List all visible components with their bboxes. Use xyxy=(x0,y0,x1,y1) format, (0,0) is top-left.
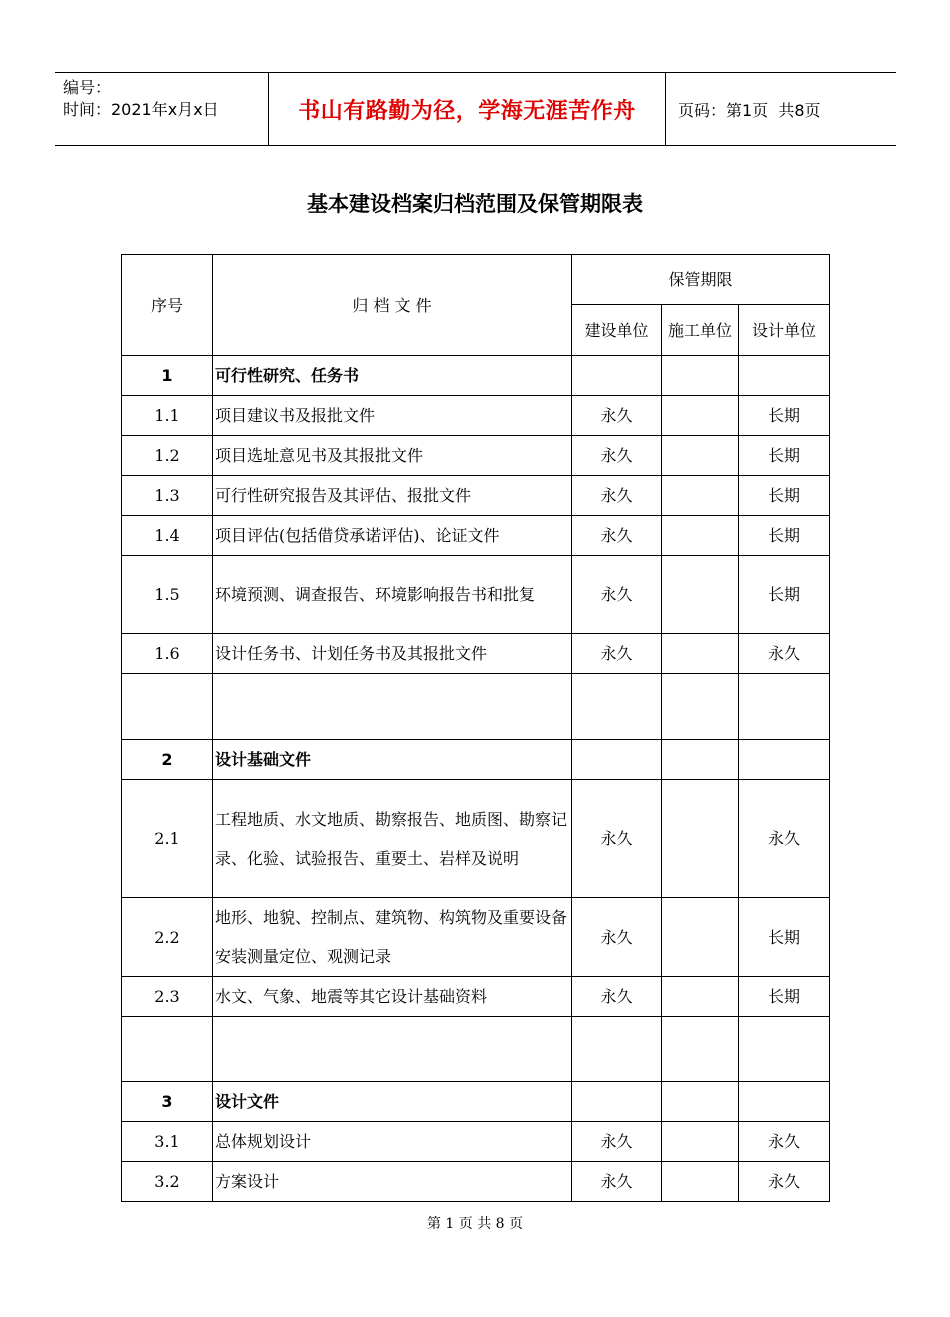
row-construct-period xyxy=(662,556,739,634)
header-file: 归 档 文 件 xyxy=(213,255,572,356)
row-file: 项目选址意见书及其报批文件 xyxy=(213,436,572,476)
table-row xyxy=(122,1162,830,1202)
row-file: 工程地质、水文地质、勘察报告、地质图、勘察记录、化验、试验报告、重要土、岩样及说明 xyxy=(213,780,572,898)
document-title: 基本建设档案归档范围及保管期限表 xyxy=(307,192,643,216)
row-construct-period xyxy=(662,977,739,1017)
document-number: 编号： xyxy=(63,78,112,97)
row-seq: 1.5 xyxy=(122,556,213,634)
row-build-period: 永久 xyxy=(572,977,662,1017)
row-construct-period xyxy=(662,1082,739,1122)
table-row xyxy=(122,396,830,436)
table-row xyxy=(122,634,830,674)
header-page-number xyxy=(666,73,896,145)
row-seq: 3.1 xyxy=(122,1122,213,1162)
row-file: 项目建议书及报批文件 xyxy=(213,396,572,436)
row-construct-period xyxy=(662,634,739,674)
section-row xyxy=(122,740,830,780)
row-build-period: 永久 xyxy=(572,396,662,436)
row-build-period: 永久 xyxy=(572,898,662,977)
row-construct-period xyxy=(662,780,739,898)
row-build-period xyxy=(572,1017,662,1082)
header-period: 保管期限 xyxy=(572,255,830,305)
row-construct-period xyxy=(662,1017,739,1082)
row-build-period: 永久 xyxy=(572,1122,662,1162)
row-seq: 2.3 xyxy=(122,977,213,1017)
archive-retention-table xyxy=(121,254,830,1202)
row-file: 设计基础文件 xyxy=(213,740,572,780)
row-seq: 3.2 xyxy=(122,1162,213,1202)
row-seq xyxy=(122,1017,213,1082)
row-build-period: 永久 xyxy=(572,436,662,476)
row-seq xyxy=(122,674,213,740)
row-seq: 1.4 xyxy=(122,516,213,556)
row-file: 环境预测、调查报告、环境影响报告书和批复 xyxy=(213,556,572,634)
row-file: 项目评估(包括借贷承诺评估)、论证文件 xyxy=(213,516,572,556)
row-construct-period xyxy=(662,674,739,740)
section-row xyxy=(122,1082,830,1122)
row-build-period: 永久 xyxy=(572,780,662,898)
table-row xyxy=(122,516,830,556)
row-build-period: 永久 xyxy=(572,556,662,634)
row-design-period: 长期 xyxy=(739,436,830,476)
row-design-period: 长期 xyxy=(739,396,830,436)
row-build-period: 永久 xyxy=(572,516,662,556)
row-file xyxy=(213,1017,572,1082)
row-construct-period xyxy=(662,476,739,516)
row-design-period: 长期 xyxy=(739,556,830,634)
table-row xyxy=(122,556,830,634)
row-design-period: 长期 xyxy=(739,898,830,977)
row-seq: 1.3 xyxy=(122,476,213,516)
row-build-period xyxy=(572,356,662,396)
row-file: 地形、地貌、控制点、建筑物、构筑物及重要设备安装测量定位、观测记录 xyxy=(213,898,572,977)
row-design-period xyxy=(739,1017,830,1082)
row-design-period: 永久 xyxy=(739,1162,830,1202)
header-construct-unit: 施工单位 xyxy=(662,305,739,356)
row-design-period: 永久 xyxy=(739,1122,830,1162)
row-design-period xyxy=(739,674,830,740)
row-build-period xyxy=(572,740,662,780)
row-file: 水文、气象、地震等其它设计基础资料 xyxy=(213,977,572,1017)
row-design-period: 长期 xyxy=(739,977,830,1017)
page-number-text: 页码：第1页 共8页 xyxy=(678,100,821,120)
row-file: 设计任务书、计划任务书及其报批文件 xyxy=(213,634,572,674)
header-seq: 序号 xyxy=(122,255,213,356)
row-build-period: 永久 xyxy=(572,634,662,674)
row-design-period: 长期 xyxy=(739,476,830,516)
row-build-period: 永久 xyxy=(572,476,662,516)
row-build-period xyxy=(572,674,662,740)
row-construct-period xyxy=(662,740,739,780)
row-file: 可行性研究、任务书 xyxy=(213,356,572,396)
header-design-unit: 设计单位 xyxy=(739,305,830,356)
blank-row xyxy=(122,1017,830,1082)
row-construct-period xyxy=(662,1122,739,1162)
row-file: 可行性研究报告及其评估、报批文件 xyxy=(213,476,572,516)
page-header xyxy=(55,72,896,146)
table-row xyxy=(122,898,830,977)
row-file: 设计文件 xyxy=(213,1082,572,1122)
row-seq: 3 xyxy=(122,1082,213,1122)
table-row xyxy=(122,977,830,1017)
row-file xyxy=(213,674,572,740)
row-construct-period xyxy=(662,356,739,396)
row-seq: 1 xyxy=(122,356,213,396)
row-file: 总体规划设计 xyxy=(213,1122,572,1162)
page-footer: 第 1 页 共 8 页 xyxy=(426,1216,524,1232)
table-row xyxy=(122,1122,830,1162)
row-construct-period xyxy=(662,396,739,436)
row-design-period xyxy=(739,740,830,780)
header-build-unit: 建设单位 xyxy=(572,305,662,356)
row-design-period: 永久 xyxy=(739,634,830,674)
row-construct-period xyxy=(662,1162,739,1202)
row-design-period xyxy=(739,356,830,396)
row-seq: 2.2 xyxy=(122,898,213,977)
blank-row xyxy=(122,674,830,740)
row-construct-period xyxy=(662,436,739,476)
table-row xyxy=(122,780,830,898)
row-seq: 1.6 xyxy=(122,634,213,674)
row-construct-period xyxy=(662,898,739,977)
table-row xyxy=(122,476,830,516)
table-row xyxy=(122,436,830,476)
row-seq: 1.1 xyxy=(122,396,213,436)
row-construct-period xyxy=(662,516,739,556)
section-row xyxy=(122,356,830,396)
row-seq: 2.1 xyxy=(122,780,213,898)
row-file: 方案设计 xyxy=(213,1162,572,1202)
header-meta xyxy=(63,77,268,121)
row-build-period xyxy=(572,1082,662,1122)
row-design-period xyxy=(739,1082,830,1122)
row-seq: 2 xyxy=(122,740,213,780)
header-motto: 书山有路勤为径，学海无涯苦作舟 xyxy=(298,98,636,124)
row-build-period: 永久 xyxy=(572,1162,662,1202)
row-design-period: 长期 xyxy=(739,516,830,556)
row-design-period: 永久 xyxy=(739,780,830,898)
document-time: 时间：2021年x月x日 xyxy=(63,100,219,119)
row-seq: 1.2 xyxy=(122,436,213,476)
